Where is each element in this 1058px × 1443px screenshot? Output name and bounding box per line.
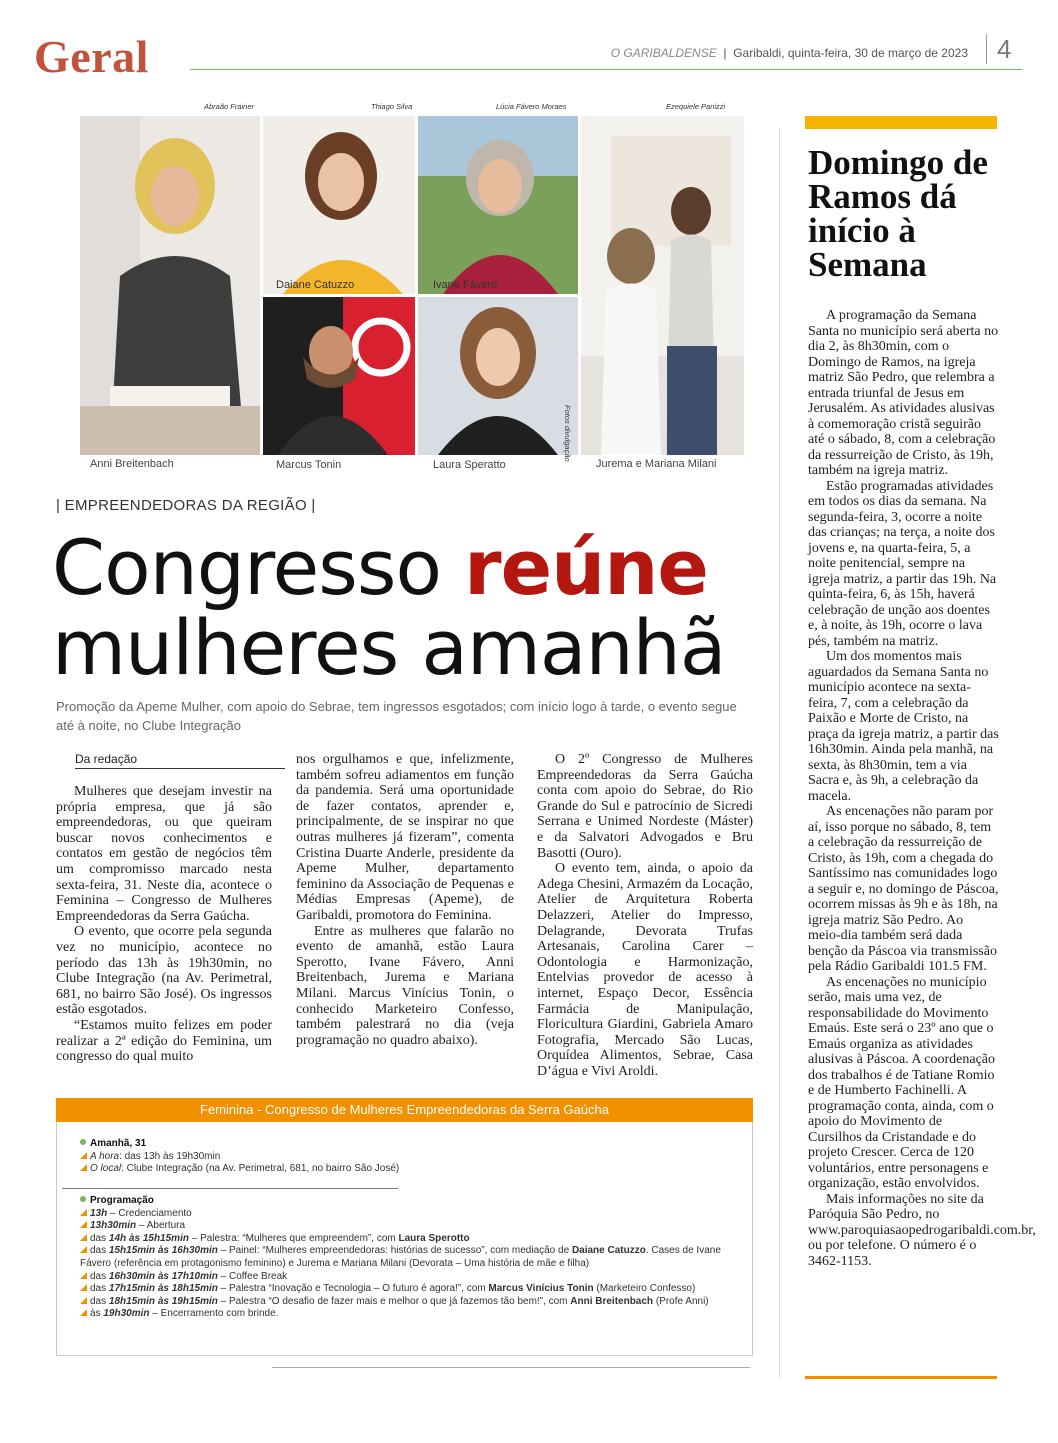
photo-credit: Abraão Frainer	[204, 102, 255, 111]
paragraph: Mais informações no site da Paróquia São Pedro, no www.paroquiasaopedrogaribaldi.com.br, ou por telefone. O número é o 3462-1153.	[808, 1191, 1036, 1269]
program-item-time: 16h30min às 17h10min	[108, 1270, 218, 1282]
program-item-text: – Coffee Break	[217, 1270, 288, 1282]
paragraph: O evento tem, ainda, o apoio da Adega Chesini, Armazém da Locação, Atelier de Arquitetura Roberta Delazzeri, Atelier do Impresso, Delagrande, Devorata Trufas Artesanais, Carolina Carer – Odontologia e Harmonização, Entelvias provedor de acesso à internet, Espaço Decor, Essência Farmácia de Manipulação, Floricultura Giardini, Gabriela Amaro Fotografia, Mercado São Lucas, Orquídea Alimentos, Sebrae, Casa D’água e Vivi Aroldi.	[537, 861, 753, 1079]
triangle-bullet-icon	[80, 1234, 87, 1241]
photo-caption: Ivane Fávero	[433, 279, 498, 291]
when-heading: Amanhã, 31	[90, 1138, 147, 1149]
program-item-prefix: das	[90, 1295, 109, 1307]
program-item-prefix: às	[90, 1308, 104, 1320]
paragraph: Mulheres que desejam investir na própria empresa, que já são empreendedoras, ou que queiram buscar novos conhecimentos e contatos em gestão de negócios têm um compromisso marcado nesta sexta-feira, 31. Neste dia, acontece o Feminina – Congresso de Mulheres Empreendedoras da Serra Gaúcha.	[56, 784, 272, 924]
box-bottom-rule	[272, 1367, 750, 1368]
program-when	[80, 1138, 740, 1176]
paper-name: O GARIBALDENSE	[610, 46, 717, 60]
paragraph: Estão programadas atividades em todos os dias da semana. Na segunda-feira, 3, ocorre a noite das crianças; na terça, a noite dos jovens e, na quarta-feira, 5, a noite penitencial, sempre na igreja matriz, a partir das 19h. Na quinta-feira, 6, às 15h, haverá celebração de unção aos doentes e, à noite, às 19h, ocorre o lava pés, também na matriz.	[808, 478, 997, 649]
program-item-text: – Palestra: “Mulheres que empreendem”, com	[188, 1232, 399, 1244]
program-item-prefix: das	[90, 1283, 109, 1295]
program-item-text: – Painel: “Mulheres empreendedoras: histórias de sucesso”, com mediação de	[217, 1245, 572, 1257]
photo-credit: Ezequiele Panizzi	[666, 102, 726, 111]
program-item-suffix: (Marketeiro Confesso)	[593, 1283, 696, 1295]
program-item-suffix: (Profe Anni)	[653, 1295, 709, 1307]
article-headline	[52, 523, 726, 692]
photo-jurema-mariana-milani	[581, 116, 744, 455]
program-item-text: – Credenciamento	[107, 1207, 192, 1219]
triangle-bullet-icon	[80, 1209, 87, 1216]
program-item-text: – Palestra “Inovação e Tecnologia – O futuro é agora!”, com	[217, 1283, 489, 1295]
headline-line2: mulheres amanhã	[52, 603, 726, 692]
page-number: 4	[986, 34, 1011, 64]
sidebar-body	[808, 308, 1036, 1269]
program-item-speaker: Anni Breitenbach	[570, 1295, 654, 1307]
photo-daiane-catuzzo	[263, 116, 415, 294]
article-subhead: Promoção da Apeme Mulher, com apoio do Sebrae, tem ingressos esgotados; com início logo à tarde, o evento segue até à noite, no Clube Integração	[56, 699, 737, 733]
sidebar-bottom-bar	[805, 1376, 997, 1379]
program-list	[80, 1195, 740, 1321]
photo-caption: Anni Breitenbach	[90, 458, 174, 470]
triangle-bullet-icon	[80, 1152, 87, 1159]
paragraph: As encenações não param por aí, isso porque no sábado, 8, tem a celebração da ressurreição de Cristo, às 19h, com a chegada do Santíssimo nas comunidades logo a seguir e, no domingo de Páscoa, ocorrem missas às 9h e às 18h, na igreja matriz São Pedro. Ao meio-dia também será dada benção da Páscoa via transmissão pela Rádio Garibaldi 101.5 FM.	[808, 804, 999, 974]
photo-ivane-favero	[418, 116, 578, 294]
photo-credit: Lúcia Fávero Moraes	[496, 102, 567, 111]
photo-anni-breitenbach	[80, 116, 260, 455]
program-item-time: 17h15min às 18h15min	[108, 1283, 218, 1295]
program-heading: Programação	[90, 1195, 154, 1206]
program-item-suffix: . Cases de Ivane Fávero (referência em protagonismo feminino) e Jurema e Mariana Milani (Devorata – Uma história de mãe e filha)	[80, 1245, 721, 1269]
paragraph: O evento, que ocorre pela segunda vez no município, acontece no período das 13h às 19h30min, no Clube Integração (na Av. Perimetral, 681, no bairro São José). Os ingressos estão esgotados.	[56, 924, 272, 1018]
dateline: Garibaldi, quinta-feira, 30 de março de 2023	[733, 46, 968, 60]
triangle-bullet-icon	[80, 1221, 87, 1228]
bullet-dot-icon	[80, 1196, 86, 1202]
photo-credit: Fotos divulgação	[563, 405, 572, 462]
place-label: O local	[90, 1163, 122, 1175]
hour-value: : das 13h às 19h30min	[119, 1150, 221, 1162]
article-kicker: | EMPREENDEDORAS DA REGIÃO |	[56, 497, 316, 514]
headline-highlight: reúne	[464, 523, 708, 612]
triangle-bullet-icon	[80, 1272, 87, 1279]
program-item-time: 15h15min às 16h30min	[108, 1245, 218, 1257]
sidebar-title: Domingo de Ramos dá início à Semana	[808, 143, 988, 284]
sidebar-accent-bar	[805, 116, 997, 129]
section-title: Geral	[34, 31, 149, 82]
program-item-speaker: Marcus Vinícius Tonin	[488, 1283, 594, 1295]
photo-caption: Laura Speratto	[433, 459, 506, 471]
triangle-bullet-icon	[80, 1297, 87, 1304]
paragraph: O 2º Congresso de Mulheres Empreendedoras da Serra Gaúcha conta com apoio do Sebrae, do Rio Grande do Sul e patrocínio de Sicredi Serrana e Unimed Nordeste (Máster) e da Salvatori Advogados e Bru Basotti (Ouro).	[537, 752, 753, 861]
hour-label: A hora	[90, 1150, 120, 1162]
paragraph: Entre as mulheres que falarão no evento de amanhã, estão Laura Sperotto, Ivane Fávero, Anni Breitenbach, Jurema e Mariana Milani. Marcus Vinícius Tonin, o conhecido Marketeiro Confesso, também palestrará no dia (veja programação no quadro abaixo).	[296, 923, 514, 1048]
photo-marcus-tonin	[263, 297, 415, 455]
program-item-time: 13h30min	[90, 1220, 137, 1232]
program-item-time: 18h15min às 19h15min	[108, 1295, 218, 1307]
program-item	[80, 1220, 740, 1233]
triangle-bullet-icon	[80, 1246, 87, 1253]
program-box-title: Feminina - Congresso de Mulheres Empreendedoras da Serra Gaúcha	[56, 1098, 753, 1122]
program-item-time: 13h	[90, 1207, 108, 1219]
program-item	[80, 1283, 740, 1296]
masthead: O GARIBALDENSE | Garibaldi, quinta-feira, 30 de março de 2023	[610, 46, 968, 60]
article-column-2	[296, 752, 514, 1048]
program-item-text: – Abertura	[136, 1220, 186, 1232]
program-item	[80, 1208, 740, 1221]
program-item-prefix: das	[90, 1270, 109, 1282]
triangle-bullet-icon	[80, 1284, 87, 1291]
paragraph: nos orgulhamos e que, infelizmente, também sofreu adiamentos em função da pandemia. Será uma oportunidade de fazer contatos, aprender e, principalmente, de se inspirar no que outras mulheres já fizeram”, comenta Cristina Duarte Anderle, presidente da Apeme Mulher, departamento feminino da Associação de Pequenas e Médias Empresas (Apeme), de Garibaldi, promotora do Feminina.	[296, 752, 514, 923]
program-item-prefix: das	[90, 1232, 109, 1244]
photo-caption: Jurema e Mariana Milani	[596, 458, 717, 470]
program-item	[80, 1245, 740, 1270]
triangle-bullet-icon	[80, 1164, 87, 1171]
program-item	[80, 1296, 740, 1309]
paragraph: A programação da Semana Santa no município será aberta no dia 2, às 8h30min, com o Domingo de Ramos, na igreja matriz São Pedro, que relembra a entrada triunfal de Jesus em Jerusalém. As atividades alusivas à comemoração cristã seguirão até o sábado, 8, com a celebração da ressurreição de Cristo, às 19h, também na igreja matriz.	[808, 308, 999, 478]
program-item	[80, 1233, 740, 1246]
bullet-dot-icon	[80, 1139, 86, 1145]
header-rule	[190, 69, 1022, 70]
paragraph: As encenações no município serão, mais uma vez, de responsabilidade do Movimento Emaús. Este será o 23º ano que o Emaús organiza as atividades alusivas à Páscoa. A coordenação dos trabalhos é de Tatiane Romio e de Humberto Fachinelli. A programação conta, ainda, com o apoio do Movimento de Cursilhos da Cristandade e do projeto Crescer. Cerca de 120 voluntários, entre personagens e organização, estão envolvidos.	[808, 974, 995, 1191]
program-item-time: 19h30min	[103, 1308, 150, 1320]
program-item-time: 14h às 15h15min	[108, 1232, 189, 1244]
triangle-bullet-icon	[80, 1309, 87, 1316]
place-value: : Clube Integração (na Av. Perimetral, 681, no bairro São José)	[121, 1163, 400, 1175]
paragraph: “Estamos muito felizes em poder realizar a 2ª edição do Feminina, um congresso do qual muito	[56, 1017, 272, 1065]
column-divider	[779, 128, 780, 1378]
photo-laura-speratto	[418, 297, 578, 455]
article-column-1	[56, 784, 272, 1065]
byline: Da redação	[75, 752, 285, 769]
program-item	[80, 1271, 740, 1284]
program-item-text: – Palestra “O desafio de fazer mais e melhor o que já fazemos tão bem!”, com	[217, 1295, 571, 1307]
photo-caption: Daiane Catuzzo	[276, 279, 355, 291]
article-column-3	[537, 752, 753, 1079]
program-item-prefix: das	[90, 1245, 109, 1257]
program-item-text: – Encerramento com brinde.	[149, 1308, 279, 1320]
program-item-speaker: Laura Sperotto	[398, 1232, 470, 1244]
paragraph: Um dos momentos mais aguardados da Semana Santa no município acontece na sexta-feira, 7, com a celebração da Paixão e Morte de Cristo, na praça da igreja matriz, a partir das 16h30min. Ainda pela manhã, na sexta, às 8h30min, tem a via Sacra e, às 9h, a celebração da macela.	[808, 649, 999, 804]
photo-caption: Marcus Tonin	[276, 459, 342, 471]
box-divider	[62, 1188, 398, 1189]
photo-credit: Thiago Silva	[371, 102, 413, 111]
program-item-speaker: Daiane Catuzzo	[571, 1245, 646, 1257]
program-item	[80, 1308, 740, 1321]
headline-part: Congresso	[52, 523, 465, 612]
